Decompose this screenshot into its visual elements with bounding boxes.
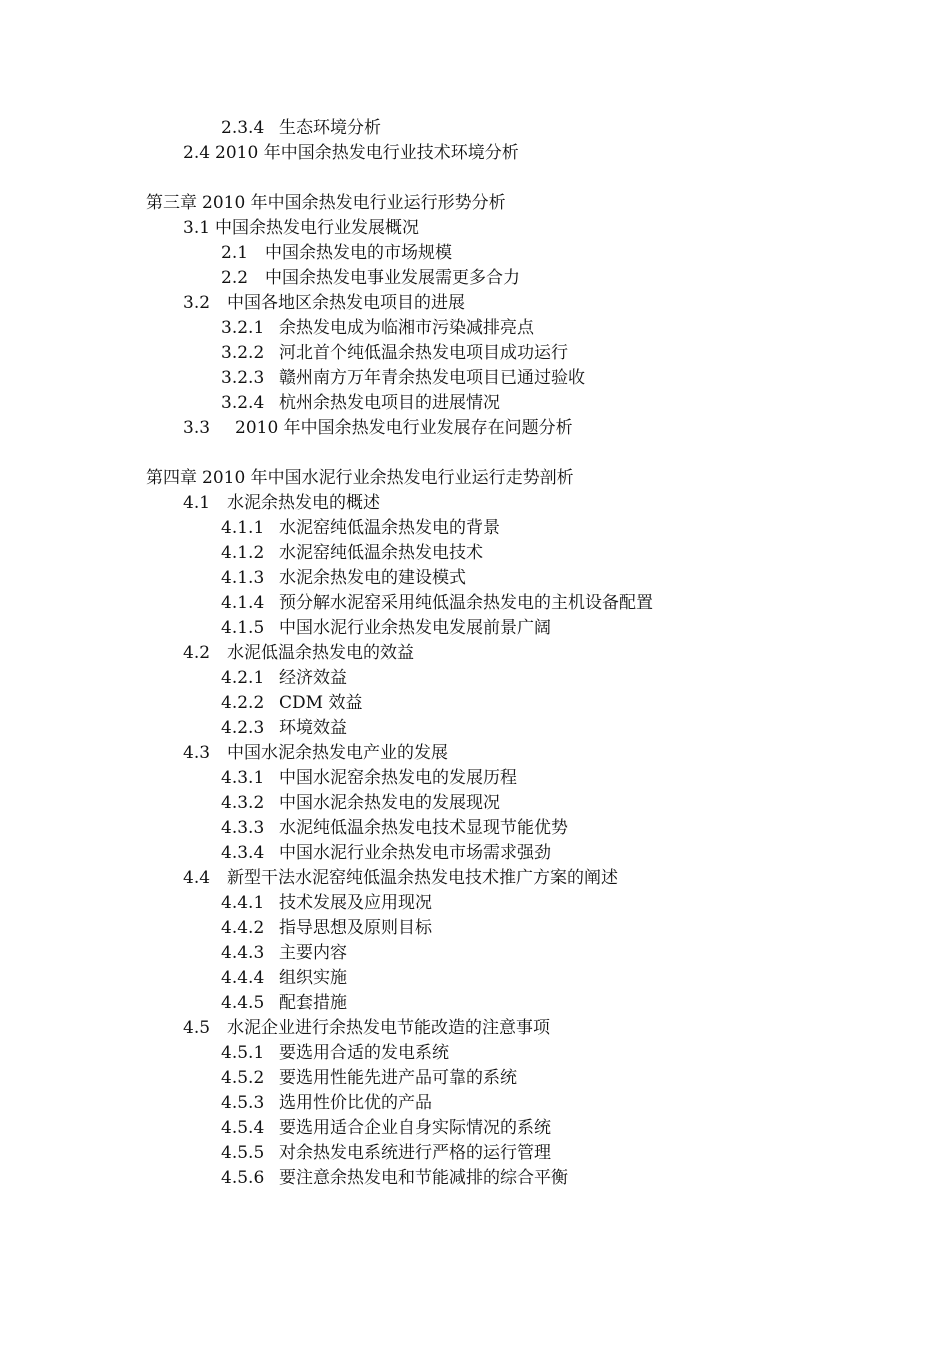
toc-entry-title: 配套措施 (279, 993, 347, 1013)
toc-entry-number: 4.1.1 (221, 518, 265, 538)
toc-entry-title: 中国水泥余热发电产业的发展 (227, 743, 448, 763)
toc-subsection-entry (0, 116, 952, 141)
toc-entry-number: 4.3.2 (221, 793, 265, 813)
toc-entry-title: 中国水泥余热发电的发展现况 (279, 793, 500, 813)
toc-entry-number: 4.2.2 (221, 693, 265, 713)
toc-entry-title: 主要内容 (279, 943, 347, 963)
toc-subsection-entry (0, 691, 952, 716)
toc-entry-title: 要注意余热发电和节能减排的综合平衡 (279, 1168, 568, 1188)
toc-subsection-entry (0, 1166, 952, 1191)
toc-subsection-entry (0, 1066, 952, 1091)
toc-entry-number: 4.4.2 (221, 918, 265, 938)
toc-entry-title: 环境效益 (279, 718, 347, 738)
toc-entry-number: 3.2.1 (221, 318, 265, 338)
toc-entry-title: 河北首个纯低温余热发电项目成功运行 (279, 343, 568, 363)
toc-entry-title: 水泥余热发电的概述 (227, 493, 380, 513)
toc-entry-number: 2.2 (221, 268, 249, 288)
toc-section-entry (0, 416, 952, 441)
toc-entry-number: 4.5.1 (221, 1043, 265, 1063)
toc-entry-number: 4.3.3 (221, 818, 265, 838)
toc-entry-title: 对余热发电系统进行严格的运行管理 (279, 1143, 551, 1163)
toc-subsection-entry (0, 1141, 952, 1166)
toc-entry-number: 4.1.4 (221, 593, 265, 613)
toc-entry-title: 指导思想及原则目标 (279, 918, 432, 938)
toc-subsection-entry (0, 966, 952, 991)
toc-entry-title: 中国余热发电的市场规模 (265, 243, 452, 263)
toc-entry-title: 水泥企业进行余热发电节能改造的注意事项 (227, 1018, 550, 1038)
toc-entry-number: 4.4.4 (221, 968, 265, 988)
toc-section-entry (0, 141, 952, 166)
toc-entry-title: 要选用适合企业自身实际情况的系统 (279, 1118, 551, 1138)
toc-entry-title: 中国各地区余热发电项目的进展 (227, 293, 465, 313)
toc-subsection-entry (0, 1091, 952, 1116)
toc-subsection-entry (0, 366, 952, 391)
toc-section-entry (0, 216, 952, 241)
toc-entry-number: 4.2.1 (221, 668, 265, 688)
toc-subsection-entry (0, 816, 952, 841)
toc-entry-number: 4.2.3 (221, 718, 265, 738)
toc-subsection-entry (0, 841, 952, 866)
table-of-contents (0, 116, 952, 1191)
toc-entry-title: 水泥低温余热发电的效益 (227, 643, 414, 663)
toc-entry-title: 2010 年中国水泥行业余热发电行业运行走势剖析 (202, 468, 574, 488)
toc-subsection-entry (0, 916, 952, 941)
toc-subsection-entry (0, 716, 952, 741)
toc-entry-number: 4.3.1 (221, 768, 265, 788)
toc-subsection-entry (0, 616, 952, 641)
toc-subsection-entry (0, 891, 952, 916)
toc-section-entry (0, 741, 952, 766)
toc-entry-number: 3.2.3 (221, 368, 265, 388)
toc-entry-title: 2010 年中国余热发电行业技术环境分析 (215, 143, 519, 163)
toc-entry-title: 选用性价比优的产品 (279, 1093, 432, 1113)
toc-entry-title: 杭州余热发电项目的进展情况 (279, 393, 500, 413)
toc-entry-number: 4.1 (183, 493, 211, 513)
toc-entry-title: 新型干法水泥窑纯低温余热发电技术推广方案的阐述 (227, 868, 618, 888)
toc-entry-number: 2.3.4 (221, 118, 265, 138)
toc-section-entry (0, 641, 952, 666)
toc-subsection-entry (0, 791, 952, 816)
toc-subsection-entry (0, 341, 952, 366)
toc-entry-number: 2.4 (183, 143, 211, 163)
toc-subsection-entry (0, 316, 952, 341)
toc-entry-title: 中国余热发电事业发展需更多合力 (265, 268, 520, 288)
toc-entry-title: 技术发展及应用现况 (279, 893, 432, 913)
toc-entry-number: 3.3 (183, 418, 211, 438)
toc-entry-title: 中国水泥行业余热发电发展前景广阔 (279, 618, 551, 638)
toc-entry-title: 水泥窑纯低温余热发电的背景 (279, 518, 500, 538)
toc-entry-title: 水泥窑纯低温余热发电技术 (279, 543, 483, 563)
toc-entry-title: 组织实施 (279, 968, 347, 988)
toc-entry-title: 余热发电成为临湘市污染减排亮点 (279, 318, 534, 338)
toc-subsection-entry (0, 566, 952, 591)
toc-entry-number: 4.2 (183, 643, 211, 663)
toc-section-entry (0, 491, 952, 516)
toc-subsection-entry (0, 241, 952, 266)
toc-entry-number: 3.1 (183, 218, 211, 238)
toc-entry-title: CDM 效益 (279, 693, 363, 713)
toc-section-entry (0, 291, 952, 316)
toc-entry-title: 预分解水泥窑采用纯低温余热发电的主机设备配置 (279, 593, 653, 613)
toc-entry-number: 4.5.5 (221, 1143, 265, 1163)
toc-entry-title: 2010 年中国余热发电行业发展存在问题分析 (235, 418, 573, 438)
toc-subsection-entry (0, 941, 952, 966)
toc-entry-title: 中国水泥窑余热发电的发展历程 (279, 768, 517, 788)
section-spacer (0, 441, 952, 466)
toc-entry-title: 生态环境分析 (279, 118, 381, 138)
toc-entry-title: 要选用合适的发电系统 (279, 1043, 449, 1063)
toc-entry-number: 4.4.1 (221, 893, 265, 913)
toc-entry-number: 4.5.2 (221, 1068, 265, 1088)
toc-entry-number: 4.5.4 (221, 1118, 265, 1138)
toc-entry-number: 4.3 (183, 743, 211, 763)
toc-subsection-entry (0, 391, 952, 416)
toc-entry-number: 第四章 (146, 468, 197, 488)
toc-entry-title: 赣州南方万年青余热发电项目已通过验收 (279, 368, 585, 388)
toc-section-entry (0, 866, 952, 891)
toc-subsection-entry (0, 766, 952, 791)
section-spacer (0, 166, 952, 191)
toc-chapter-entry (0, 191, 952, 216)
toc-entry-number: 4.1.5 (221, 618, 265, 638)
toc-entry-title: 水泥余热发电的建设模式 (279, 568, 466, 588)
toc-subsection-entry (0, 666, 952, 691)
toc-entry-number: 3.2.4 (221, 393, 265, 413)
toc-subsection-entry (0, 1116, 952, 1141)
toc-entry-number: 4.1.3 (221, 568, 265, 588)
toc-subsection-entry (0, 516, 952, 541)
toc-entry-number: 4.5 (183, 1018, 211, 1038)
toc-entry-number: 3.2.2 (221, 343, 265, 363)
toc-entry-title: 经济效益 (279, 668, 347, 688)
toc-entry-title: 要选用性能先进产品可靠的系统 (279, 1068, 517, 1088)
toc-chapter-entry (0, 466, 952, 491)
toc-entry-number: 3.2 (183, 293, 211, 313)
toc-entry-number: 4.5.3 (221, 1093, 265, 1113)
toc-entry-title: 中国余热发电行业发展概况 (215, 218, 420, 238)
toc-entry-number: 4.3.4 (221, 843, 265, 863)
toc-subsection-entry (0, 266, 952, 291)
toc-entry-number: 4.1.2 (221, 543, 265, 563)
toc-entry-title: 中国水泥行业余热发电市场需求强劲 (279, 843, 551, 863)
toc-entry-number: 第三章 (146, 193, 197, 213)
toc-entry-number: 4.4 (183, 868, 211, 888)
toc-entry-number: 4.4.5 (221, 993, 265, 1013)
toc-entry-title: 2010 年中国余热发电行业运行形势分析 (202, 193, 506, 213)
toc-subsection-entry (0, 591, 952, 616)
toc-entry-number: 2.1 (221, 243, 249, 263)
toc-entry-title: 水泥纯低温余热发电技术显现节能优势 (279, 818, 568, 838)
toc-subsection-entry (0, 991, 952, 1016)
toc-section-entry (0, 1016, 952, 1041)
toc-entry-number: 4.4.3 (221, 943, 265, 963)
toc-subsection-entry (0, 541, 952, 566)
toc-subsection-entry (0, 1041, 952, 1066)
toc-entry-number: 4.5.6 (221, 1168, 265, 1188)
